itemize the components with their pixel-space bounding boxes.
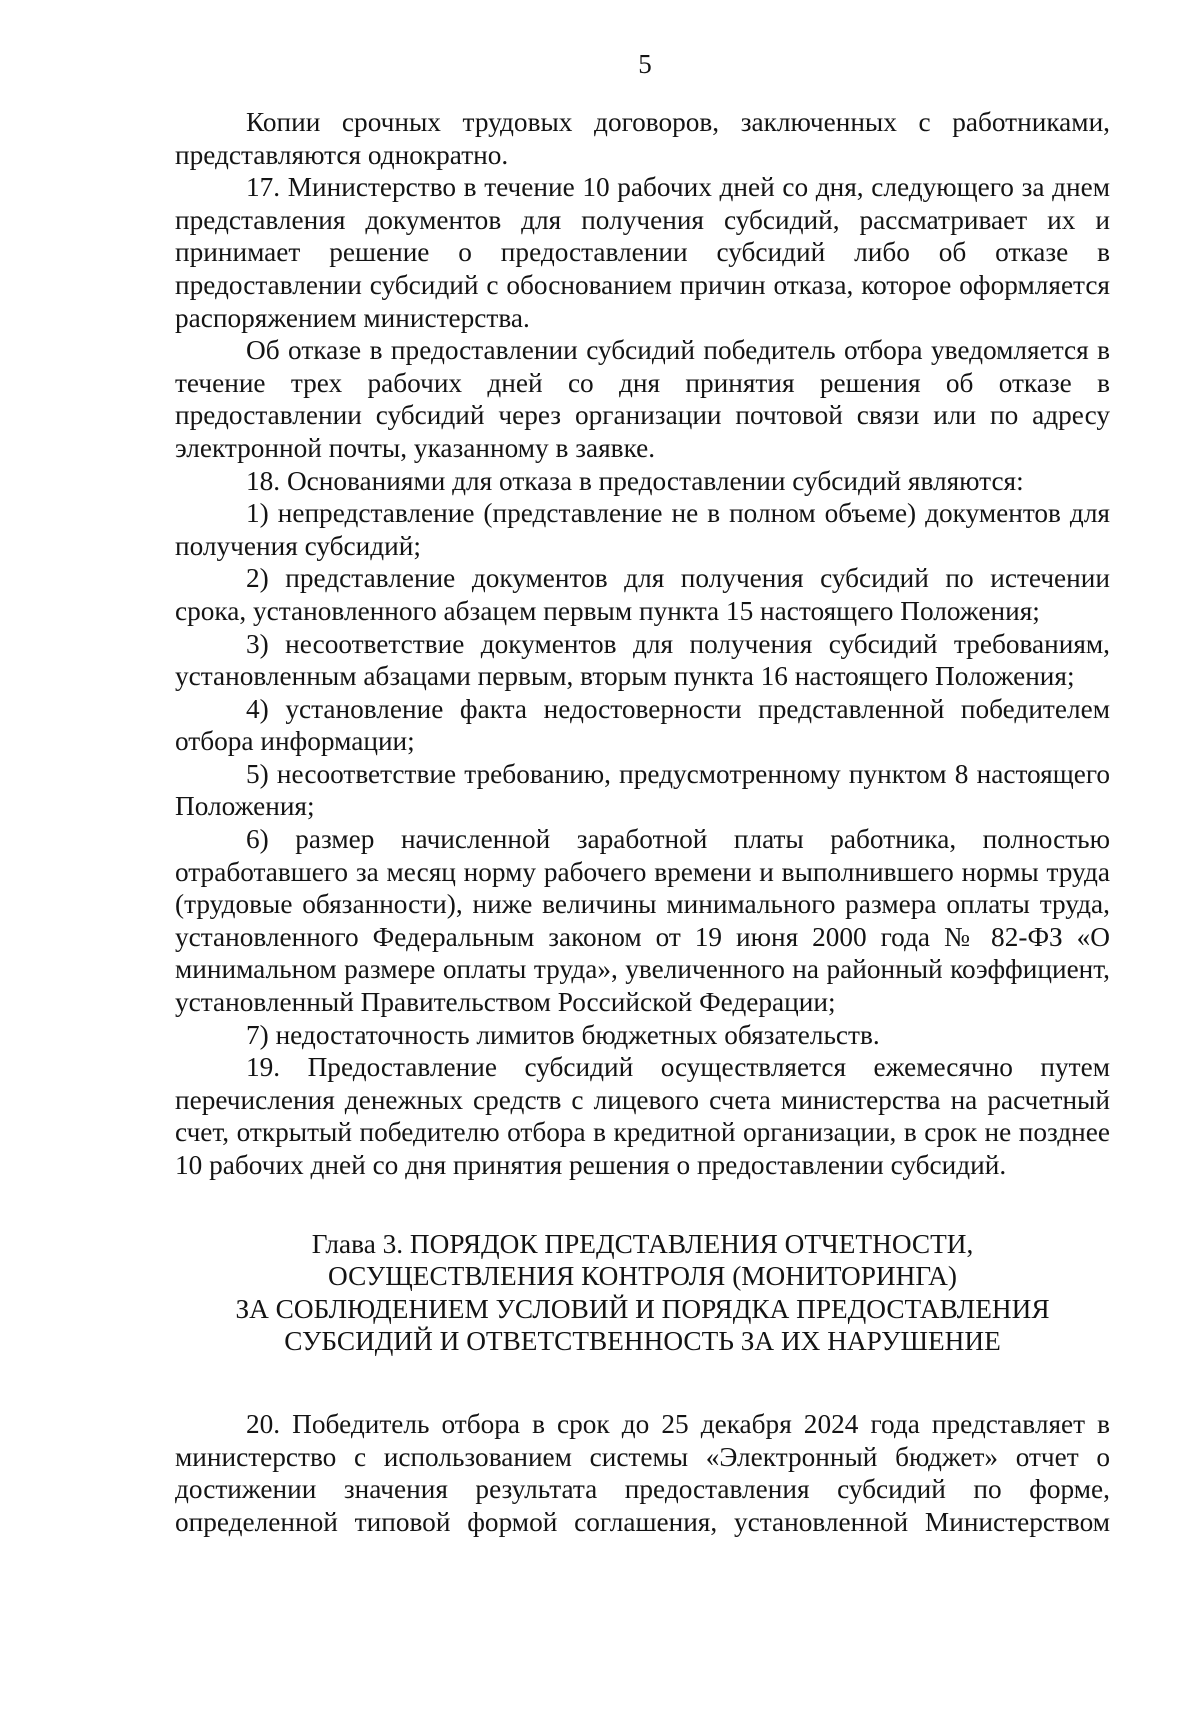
- page-number: 5: [638, 49, 652, 79]
- chapter-heading-line: ЗА СОБЛЮДЕНИЕМ УСЛОВИЙ И ПОРЯДКА ПРЕДОСТАВЛЕНИЯ: [235, 1293, 1050, 1324]
- list-item-3: 3) несоответствие документов для получения субсидий требованиям, установленным абзацами первым, вторым пункта 16 настоящего Положения;: [175, 628, 1110, 692]
- list-item-6: 6) размер начисленной заработной платы работника, полностью отработавшего за месяц норму рабочего времени и выполнившего нормы труда (трудовые обязанности), ниже величины минимального размера оплаты труда, установленного Федеральным законом от 19 июня 2000 года № 82-ФЗ «О минимальном размере оплаты труда», увеличенного на районный коэффициент, установленный Правительством Российской Федерации;: [175, 824, 1110, 1018]
- list-item-7: 7) недостаточность лимитов бюджетных обязательств.: [246, 1019, 880, 1050]
- paragraph-17: 17. Министерство в течение 10 рабочих дней со дня, следующего за днем представления документов для получения субсидий, рассматривает их и принимает решение о предоставлении субсидий либо об отказе в предоставлении субсидий с обоснованием причин отказа, которое оформляется распоряжением министерства.: [175, 172, 1110, 333]
- list-item-1: 1) непредставление (представление не в полном объеме) документов для получения субсидий;: [175, 498, 1110, 561]
- list-item-5: 5) несоответствие требованию, предусмотренному пунктом 8 настоящего Положения;: [175, 758, 1110, 822]
- list-item-2: 2) представление документов для получения субсидий по истечении срока, установленного абзацем первым пункта 15 настоящего Положения;: [175, 563, 1110, 626]
- list-item-4: 4) установление факта недостоверности представленной победителем отбора информации;: [175, 693, 1110, 757]
- paragraph-20: 20. Победитель отбора в срок до 25 декабря 2024 года представляет в министерство с использованием системы «Электронный бюджет» отчет о достижении значения результата предоставления субсидий по форме, определенной типовой формой соглашения, установленной Министерством: [175, 1408, 1110, 1537]
- document-body: [175, 106, 1110, 1538]
- paragraph-refusal-notice: Об отказе в предоставлении субсидий победитель отбора уведомляется в течение трех рабочих дней со дня принятия решения об отказе в предоставлении субсидий через организации почтовой связи или по адресу электронной почты, указанному в заявке.: [175, 335, 1110, 463]
- chapter-heading-line: СУБСИДИЙ И ОТВЕТСТВЕННОСТЬ ЗА ИХ НАРУШЕНИЕ: [284, 1326, 1001, 1357]
- paragraph-18: 18. Основаниями для отказа в предоставлении субсидий являются:: [246, 465, 1024, 496]
- chapter-heading-line: Глава 3. ПОРЯДОК ПРЕДСТАВЛЕНИЯ ОТЧЕТНОСТИ,: [311, 1228, 974, 1259]
- chapter-heading-line: ОСУЩЕСТВЛЕНИЯ КОНТРОЛЯ (МОНИТОРИНГА): [328, 1261, 957, 1292]
- paragraph-contracts-note: Копии срочных трудовых договоров, заключенных с работниками, представляются однократно.: [175, 107, 1110, 170]
- chapter-heading: [175, 1228, 1110, 1358]
- paragraph-19: 19. Предоставление субсидий осуществляется ежемесячно путем перечисления денежных средств с лицевого счета министерства на расчетный счет, открытый победителю отбора в кредитной организации, в срок не позднее 10 рабочих дней со дня принятия решения о предоставлении субсидий.: [175, 1052, 1110, 1180]
